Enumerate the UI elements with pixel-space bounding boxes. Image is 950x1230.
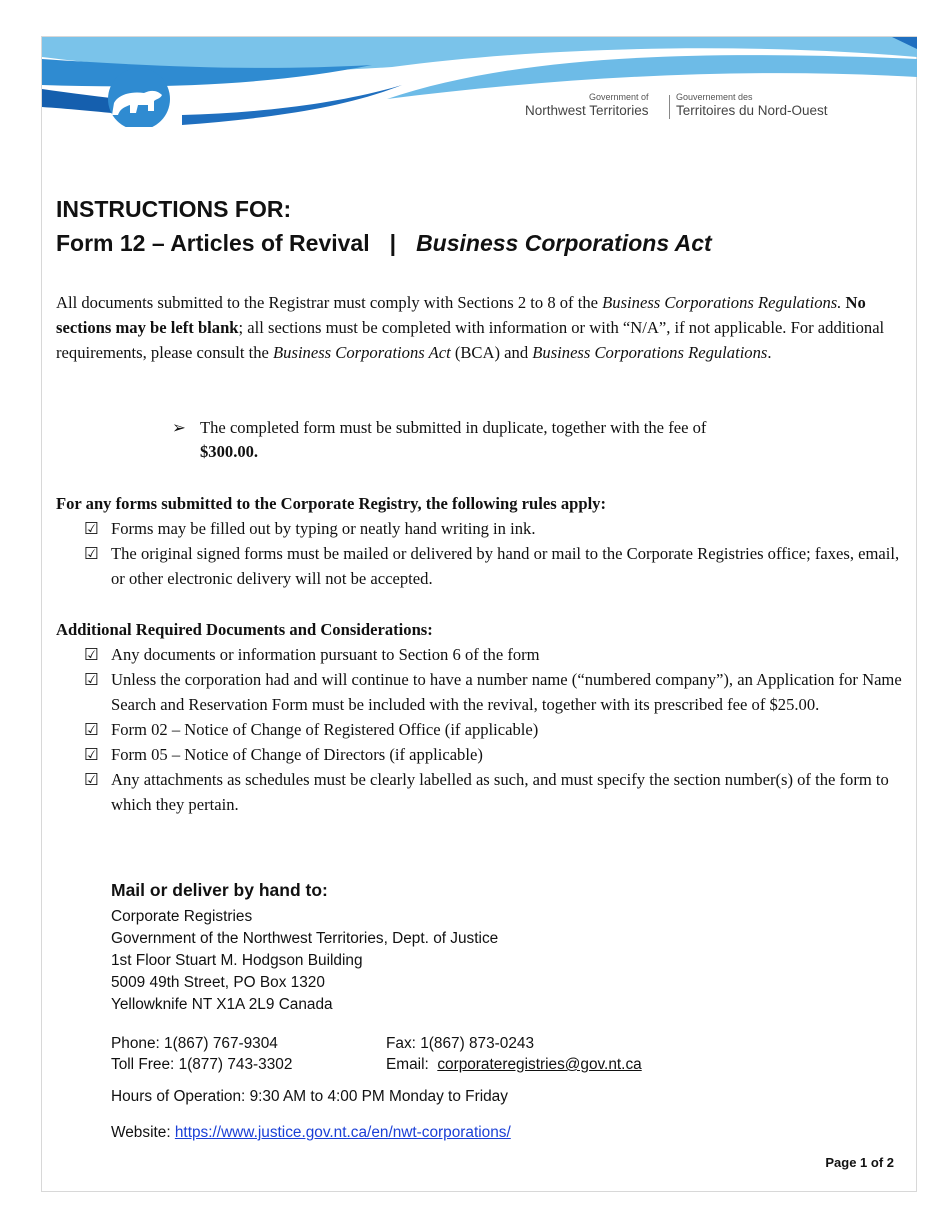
list-item	[84, 642, 904, 667]
email-line	[386, 1054, 642, 1075]
intro-italic-1: Business Corporations Regulations.	[602, 293, 842, 312]
list-item	[84, 767, 904, 817]
gov-divider	[669, 95, 670, 119]
rules-heading: For any forms submitted to the Corporate Registry, the following rules apply:	[56, 494, 607, 513]
form-name: Form 12 – Articles of Revival	[56, 230, 370, 256]
mail-heading: Mail or deliver by hand to:	[111, 880, 328, 900]
gov-fr-small: Gouvernement des	[676, 92, 753, 102]
fax-number: Fax: 1(867) 873-0243	[386, 1035, 535, 1052]
list-item	[84, 742, 904, 767]
phone-block	[111, 1033, 292, 1075]
gov-en-big: Northwest Territories	[525, 103, 649, 118]
checkbox-checked-icon: ☑	[84, 670, 99, 689]
additional-text: Form 05 – Notice of Change of Directors (if applicable)	[111, 745, 483, 764]
additional-list	[84, 642, 904, 817]
additional-heading: Additional Required Documents and Considerations:	[56, 620, 433, 639]
additional-text: Any documents or information pursuant to Section 6 of the form	[111, 645, 540, 664]
title-separator: |	[389, 230, 397, 256]
intro-bold: No sections may be left blank	[56, 293, 866, 337]
intro-paragraph	[56, 290, 892, 365]
email-link[interactable]: corporateregistries@gov.nt.ca	[437, 1056, 642, 1073]
address-line: Government of the Northwest Territories, Dept. of Justice	[111, 930, 499, 947]
fee-text: The completed form must be submitted in duplicate, together with the fee of	[200, 418, 707, 437]
website-link[interactable]: https://www.justice.gov.nt.ca/en/nwt-corporations/	[174, 1124, 511, 1141]
checkbox-checked-icon: ☑	[84, 770, 99, 789]
banner-dark-right	[182, 85, 402, 125]
address-line: Yellowknife NT X1A 2L9 Canada	[111, 996, 333, 1013]
list-item	[84, 516, 904, 541]
gov-en-small: Government of	[589, 92, 649, 102]
fax-email-block	[386, 1033, 642, 1075]
additional-text: Any attachments as schedules must be clearly labelled as such, and must specify the section number(s) of the form to which they pertain.	[111, 770, 889, 814]
additional-text: Unless the corporation had and will continue to have a number name (“numbered company”), an Application for Name Search and Reservation Form must be included with the revival, together with its prescribed fee of $25.00.	[111, 670, 902, 714]
list-item	[84, 541, 904, 591]
additional-text: Form 02 – Notice of Change of Registered Office (if applicable)	[111, 720, 539, 739]
fee-bullet	[172, 416, 732, 464]
list-item	[84, 667, 904, 717]
rules-list	[84, 516, 904, 591]
title-line1: INSTRUCTIONS FOR:	[56, 196, 292, 222]
checkbox-checked-icon: ☑	[84, 745, 99, 764]
checkbox-checked-icon: ☑	[84, 519, 99, 538]
banner-light-right	[387, 55, 917, 99]
fee-bullet-text	[200, 416, 732, 464]
title-line2	[56, 226, 712, 260]
intro-text-2: ; all sections must be completed with information or with “N/A”, if not applicable. For additional requirements, please consult the	[56, 318, 885, 362]
gov-name-french	[676, 92, 828, 118]
fee-amount: $300.00.	[200, 442, 259, 461]
intro-italic-3: Business Corporations Regulations	[532, 343, 768, 362]
act-name: Business Corporations Act	[416, 230, 712, 256]
rule-text: The original signed forms must be mailed or delivered by hand or mail to the Corporate Registries office; faxes, email, or other electronic delivery will not be accepted.	[111, 544, 900, 588]
address-line: 5009 49th Street, PO Box 1320	[111, 974, 325, 991]
intro-text-1: All documents submitted to the Registrar must comply with Sections 2 to 8 of the	[56, 293, 603, 312]
phone-number: Phone: 1(867) 767-9304	[111, 1035, 278, 1052]
website-line	[111, 1124, 511, 1142]
list-item	[84, 717, 904, 742]
email-label: Email:	[386, 1056, 438, 1073]
gov-name-english	[525, 92, 649, 118]
intro-end: .	[767, 343, 772, 362]
page-title	[56, 192, 712, 260]
address-line: 1st Floor Stuart M. Hodgson Building	[111, 952, 363, 969]
address-line: Corporate Registries	[111, 908, 253, 925]
hours-of-operation: Hours of Operation: 9:30 AM to 4:00 PM Monday to Friday	[111, 1088, 508, 1105]
checkbox-checked-icon: ☑	[84, 544, 99, 563]
rule-text: Forms may be filled out by typing or neatly hand writing in ink.	[111, 519, 536, 538]
checkbox-checked-icon: ☑	[84, 645, 99, 664]
intro-italic-2: Business Corporations Act	[273, 343, 451, 362]
intro-text-3: (BCA) and	[450, 343, 533, 362]
website-label: Website:	[111, 1124, 175, 1141]
tollfree-number: Toll Free: 1(877) 743-3302	[111, 1056, 293, 1073]
arrow-bullet-icon: ➢	[172, 418, 186, 437]
page-number: Page 1 of 2	[825, 1155, 894, 1170]
mailing-address	[111, 906, 498, 1016]
gov-fr-big: Territoires du Nord-Ouest	[676, 103, 828, 118]
checkbox-checked-icon: ☑	[84, 720, 99, 739]
